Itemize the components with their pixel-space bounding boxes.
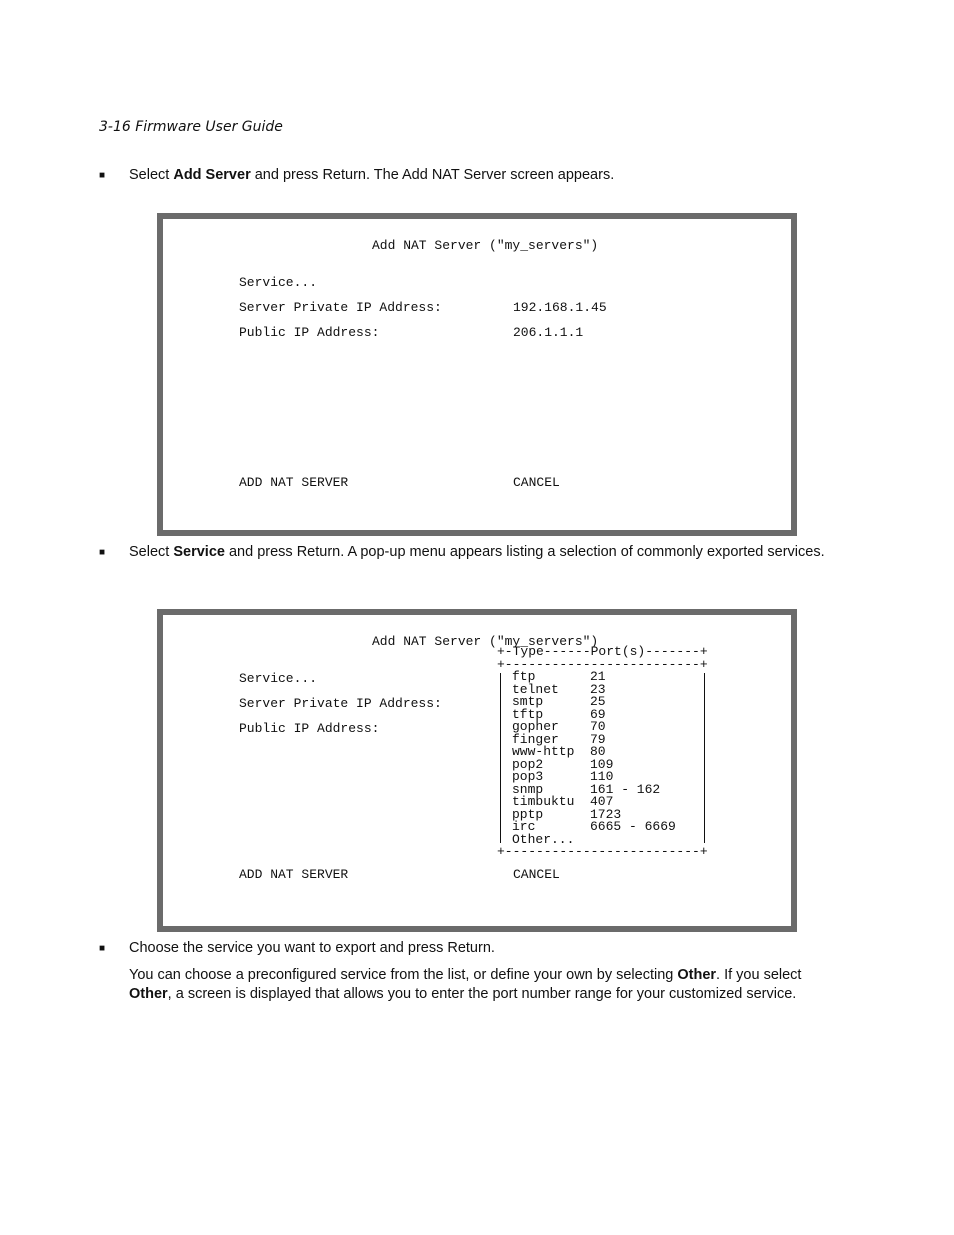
screen-title: Add NAT Server ("my_servers") — [372, 238, 599, 253]
popup-item-ports: 79 — [590, 731, 606, 747]
cancel-button[interactable]: CANCEL — [513, 867, 560, 882]
popup-header: +-Type------Port(s)-------+ — [497, 644, 708, 659]
popup-item-ports: 80 — [590, 744, 606, 759]
popup-item-ports: 1723 — [590, 806, 622, 822]
popup-item-type: timbuktu — [512, 794, 575, 809]
popup-item-ports: 407 — [590, 794, 614, 809]
add-nat-server-button[interactable]: ADD NAT SERVER — [239, 867, 349, 882]
text-segment: Select — [129, 544, 174, 560]
popup-item-ports: 69 — [590, 706, 606, 722]
bold-term: Service — [173, 544, 225, 560]
text-segment: . If you select — [716, 967, 802, 983]
bullet-square-icon: ■ — [99, 547, 106, 558]
popup-footer: +-------------------------+ — [497, 844, 708, 859]
bullet-text — [129, 166, 844, 185]
public-ip-label: Public IP Address: — [239, 325, 380, 340]
popup-item-type: gopher — [512, 719, 559, 734]
popup-item-type: smtp — [512, 694, 544, 709]
text-segment: Select — [129, 167, 174, 183]
add-nat-server-screen-with-popup — [157, 609, 797, 932]
popup-item-type: pop2 — [512, 756, 544, 772]
add-nat-server-screen — [157, 213, 797, 536]
popup-item-type: finger — [512, 731, 559, 747]
private-ip-field[interactable]: 192.168.1.45 — [513, 300, 607, 315]
popup-item-type: irc — [512, 819, 536, 834]
screen-title: Add NAT Server ("my_servers") — [372, 634, 599, 649]
popup-item-ports: 161 - 162 — [590, 781, 661, 797]
public-ip-field[interactable]: 206.1.1.1 — [513, 325, 584, 340]
text-segment: , a screen is displayed that allows you to enter the port number range for your customized service. — [167, 986, 797, 1002]
popup-item-type: pop3 — [512, 769, 544, 784]
public-ip-label: Public IP Address: — [239, 721, 380, 736]
paragraph-text — [129, 966, 847, 1004]
popup-item-ports: 25 — [590, 694, 606, 709]
popup-item-type: www-http — [512, 744, 575, 759]
text-segment: and press Return. The Add NAT Server screen appears. — [250, 167, 615, 183]
bold-term: Add Server — [173, 167, 251, 183]
popup-item-type: tftp — [512, 706, 544, 722]
popup-item-ports: 110 — [590, 769, 614, 784]
popup-left-border — [500, 673, 501, 843]
private-ip-label: Server Private IP Address: — [239, 696, 442, 711]
page-header: 3-16 Firmware User Guide — [99, 119, 283, 135]
cancel-button[interactable]: CANCEL — [513, 475, 560, 490]
popup-item-ports: 23 — [590, 681, 606, 697]
popup-divider: +-------------------------+ — [497, 656, 708, 672]
bullet-text — [129, 543, 844, 562]
bullet-square-icon: ■ — [99, 170, 106, 181]
popup-item-type: ftp — [512, 669, 536, 684]
popup-item-type: pptp — [512, 806, 544, 822]
popup-item-type: Other... — [512, 831, 575, 847]
bullet-text: Choose the service you want to export and press Return. — [129, 940, 495, 956]
bullet-square-icon: ■ — [99, 943, 106, 954]
popup-item-type: telnet — [512, 681, 559, 697]
service-menu-item[interactable]: Service... — [239, 275, 318, 290]
popup-item-type: snmp — [512, 781, 544, 797]
popup-item-ports: 109 — [590, 756, 614, 772]
popup-item-ports: 21 — [590, 669, 606, 684]
popup-item-ports: 6665 - 6669 — [590, 819, 676, 834]
bold-term: Other — [677, 967, 717, 983]
add-nat-server-button[interactable]: ADD NAT SERVER — [239, 475, 349, 490]
popup-item-ports: 70 — [590, 719, 606, 734]
popup-right-border — [704, 673, 705, 843]
service-popup-menu — [497, 646, 709, 861]
private-ip-label: Server Private IP Address: — [239, 300, 442, 315]
text-segment: You can choose a preconfigured service from the list, or define your own by selecting — [129, 967, 678, 983]
service-menu-item[interactable]: Service... — [239, 671, 318, 686]
text-segment: and press Return. A pop-up menu appears listing a selection of commonly exported services. — [224, 544, 825, 560]
bold-term: Other — [129, 986, 168, 1002]
